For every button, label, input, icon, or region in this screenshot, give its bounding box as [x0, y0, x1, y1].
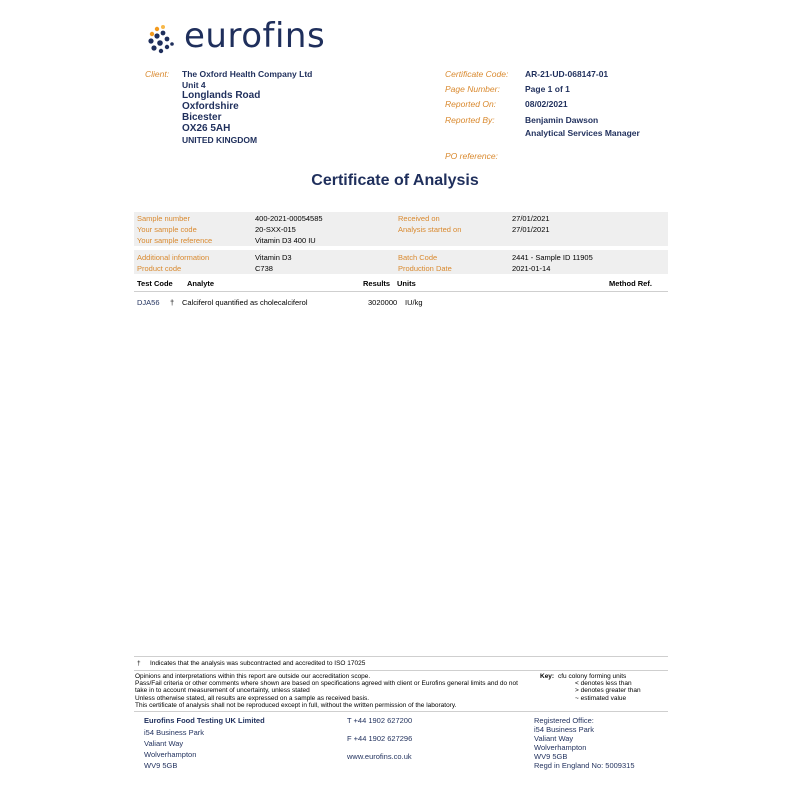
client-address-line: Bicester	[182, 112, 222, 123]
client-address-line: Unit 4	[182, 80, 206, 90]
footnote-line: Opinions and interpretations within this report are outside our accreditation scope.	[135, 673, 371, 680]
batch-code-label: Batch Code	[398, 253, 438, 262]
received-on-label: Received on	[398, 214, 440, 223]
sample-number-label: Sample number	[137, 214, 190, 223]
registered-office-label: Registered Office:	[534, 716, 594, 725]
footer-fax: F +44 1902 627296	[347, 734, 413, 743]
key-line: > denotes greater than	[575, 687, 641, 694]
reported-by-role: Analytical Services Manager	[525, 128, 640, 138]
dagger-icon: †	[170, 298, 175, 307]
key-line: cfu colony forming units	[558, 673, 627, 680]
footer-address-line: Valiant Way	[144, 739, 184, 748]
footer-address-line: WV9 5GB	[144, 761, 178, 770]
received-on: 27/01/2021	[512, 214, 550, 223]
footnote-divider	[134, 656, 668, 657]
footer-company: Eurofins Food Testing UK Limited	[144, 716, 265, 725]
sample-reference-label: Your sample reference	[137, 236, 213, 245]
footer-phone: T +44 1902 627200	[347, 716, 413, 725]
registered-address-line: Valiant Way	[534, 734, 574, 743]
additional-info-label: Additional information	[137, 253, 210, 262]
sample-reference: Vitamin D3 400 IU	[255, 236, 316, 245]
analysis-started-label: Analysis started on	[398, 225, 462, 234]
client-address-line: Oxfordshire	[182, 101, 239, 112]
footnote-line: Unless otherwise stated, all results are expressed on a sample as received basis.	[135, 695, 370, 702]
table-header-divider	[134, 291, 668, 292]
footnote-line: take in to account measurement of uncertainty, unless stated	[135, 687, 310, 694]
page-title: Certificate of Analysis	[311, 172, 479, 189]
product-code-label: Product code	[137, 264, 182, 273]
client-address-line: UNITED KINGDOM	[182, 135, 258, 145]
col-header-analyte: Analyte	[187, 279, 215, 288]
result-test-code: DJA56	[137, 298, 160, 307]
dagger-footnote: Indicates that the analysis was subcontracted and accredited to ISO 17025	[150, 660, 366, 667]
result-analyte: Calciferol quantified as cholecalciferol	[182, 298, 308, 307]
registered-number: Regd in England No: 5009315	[534, 761, 635, 770]
col-header-method-ref: Method Ref.	[609, 279, 652, 288]
col-header-units: Units	[397, 279, 416, 288]
certificate-code-label: Certificate Code:	[445, 69, 509, 79]
client-label: Client:	[145, 69, 170, 79]
footer-divider	[134, 711, 668, 712]
footnote-line: Pass/Fail criteria or other comments where shown are based on specifications agreed with client or Eurofins general limits and do not	[135, 680, 518, 687]
footnote-line: This certificate of analysis shall not be reproduced except in full, without the written permission of the laboratory.	[135, 702, 457, 709]
page-number: Page 1 of 1	[525, 84, 570, 94]
reported-by-label: Reported By:	[445, 115, 495, 125]
sample-number: 400-2021-00054585	[255, 214, 323, 223]
client-name: The Oxford Health Company Ltd	[182, 69, 313, 79]
production-date-label: Production Date	[398, 264, 452, 273]
reported-on: 08/02/2021	[525, 99, 568, 109]
production-date: 2021-01-14	[512, 264, 551, 273]
sample-code-label: Your sample code	[137, 225, 197, 234]
reported-by-name: Benjamin Dawson	[525, 115, 599, 125]
col-header-results: Results	[363, 279, 391, 288]
sample-code: 20-SXX-015	[255, 225, 296, 234]
logo-wordmark: eurofins	[184, 16, 326, 56]
po-reference-label: PO reference:	[445, 151, 498, 161]
page-number-label: Page Number:	[445, 84, 500, 94]
footer-address-line: Wolverhampton	[144, 750, 197, 759]
client-address-line: Longlands Road	[182, 90, 261, 101]
eurofins-logo-icon	[146, 24, 178, 56]
registered-address-line: Wolverhampton	[534, 743, 587, 752]
analysis-started: 27/01/2021	[512, 225, 550, 234]
product-code: C738	[255, 264, 273, 273]
footer-address-line: i54 Business Park	[144, 728, 205, 737]
key-label: Key:	[540, 673, 555, 680]
footer-website-link[interactable]: www.eurofins.co.uk	[347, 752, 412, 761]
reported-on-label: Reported On:	[445, 99, 497, 109]
registered-address-line: WV9 5GB	[534, 752, 568, 761]
result-value: 3020000	[368, 298, 398, 307]
col-header-test-code: Test Code	[137, 279, 173, 288]
registered-address-line: i54 Business Park	[534, 725, 595, 734]
client-address-line: OX26 5AH	[182, 123, 231, 134]
result-unit: IU/kg	[405, 298, 423, 307]
key-line: ~ estimated value	[575, 695, 627, 702]
footnote-divider	[134, 670, 668, 671]
additional-info: Vitamin D3	[255, 253, 292, 262]
batch-code: 2441 - Sample ID 11905	[512, 253, 593, 262]
certificate-code: AR-21-UD-068147-01	[525, 69, 609, 79]
key-line: < denotes less than	[575, 680, 632, 687]
dagger-icon: †	[137, 660, 141, 667]
